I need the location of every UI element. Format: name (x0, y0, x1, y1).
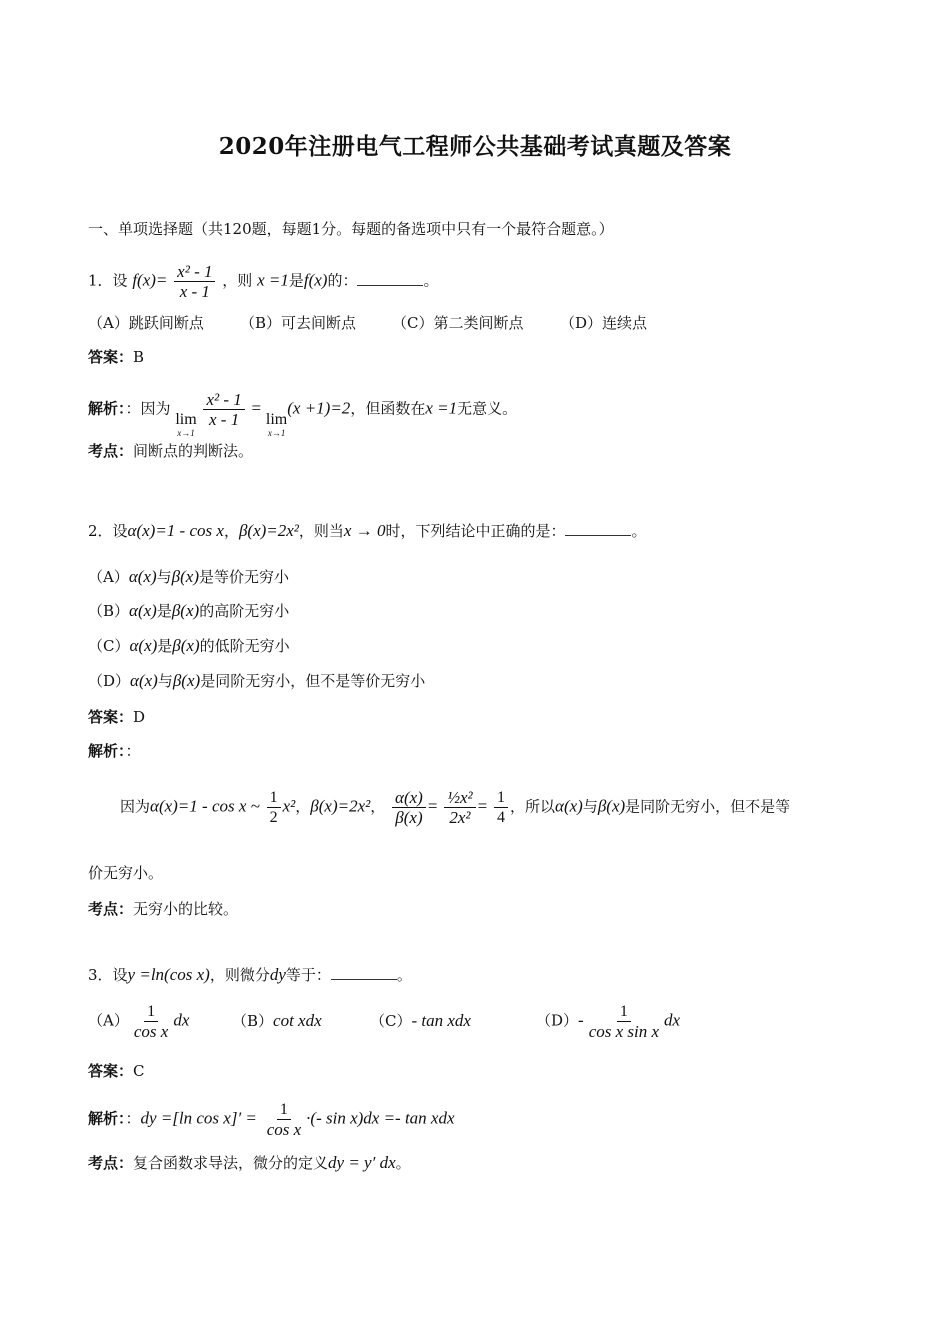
q1-limit (175, 412, 196, 438)
q2-a1: 因为 (120, 797, 151, 816)
q3-stem (88, 964, 412, 986)
q3-keypoint (88, 1152, 411, 1174)
q1-is: 是 (288, 271, 304, 290)
q2-a11: 与 (582, 797, 598, 816)
q2-quarter (494, 788, 508, 827)
q2-stem (88, 520, 647, 542)
q2-a13: 是同阶无穷小，但不是等 (625, 797, 791, 816)
q2-option-b-alpha: α(x) (129, 601, 157, 620)
answer-label: 答案： (88, 708, 134, 726)
q3-answer (88, 1060, 145, 1082)
q2-analysis-label-line (88, 740, 141, 762)
q2-option-a-tail: 是等价无穷小 (199, 568, 290, 586)
q2-option-b-link: 是 (156, 602, 172, 620)
q2-a5: β(x)=2x² (310, 796, 371, 816)
q2-condition: x → 0 (343, 521, 386, 540)
q2-option-d (88, 670, 425, 692)
q1-answer (88, 346, 144, 368)
q1-xeq: x =1 (257, 270, 289, 290)
answer-label: 答案： (88, 1062, 134, 1080)
q3-keypoint-text: 复合函数求导法，微分的定义 (133, 1154, 329, 1172)
q1-answer-blank (357, 271, 423, 286)
q2-a9: ，所以 (510, 797, 556, 816)
q3-option-d-sign: - (578, 1010, 584, 1030)
q3-a2: ·(- sin x)dx =- tan xdx (306, 1108, 455, 1128)
q1-function-ref: f(x) (303, 270, 328, 290)
q2-analysis-body (120, 788, 790, 827)
q2-option-d-lead: （D） (88, 672, 131, 690)
q2-ratio-expanded-num: ½x² (444, 788, 475, 808)
q2-end: 时，下列结论中正确的是： (385, 522, 566, 540)
q2-option-c-tail: 的低阶无穷小 (199, 637, 290, 655)
q3-answer-value: C (133, 1062, 145, 1080)
q3-end: 等于： (285, 966, 331, 984)
q3-analysis-num: 1 (277, 1100, 291, 1120)
q1-option-a: （A）跳跃间断点 (88, 314, 204, 332)
q2-ratio (392, 788, 426, 827)
q2-analysis-lead: ： (125, 742, 141, 760)
q2-option-b-lead: （B） (88, 602, 130, 620)
q3-keypoint-eq: dy = y′ dx (328, 1153, 396, 1172)
q2-answer-blank (565, 521, 631, 536)
q2-quarter-den: 4 (497, 809, 505, 826)
q1-keypoint (88, 440, 253, 462)
q3-prefix: 3．设 (88, 966, 128, 984)
q2-mid: ，则当 (298, 522, 344, 540)
q3-keypoint-end: 。 (395, 1154, 411, 1172)
q1-analysis-lead: ：因为 (125, 399, 171, 418)
q3-option-c (370, 1010, 536, 1032)
q2-option-a-beta: β(x) (171, 567, 199, 586)
q1-analysis-x: x =1 (425, 398, 458, 418)
q2-ratio-den: β(x) (395, 808, 423, 827)
q3-option-c-expr: - tan xdx (411, 1010, 471, 1030)
q3-option-a-num: 1 (144, 1002, 158, 1022)
q1-period: 。 (423, 271, 439, 290)
q1-answer-value: B (133, 348, 145, 366)
q3-option-b-lead: （B） (232, 1011, 274, 1030)
q2-prefix: 2．设 (88, 522, 128, 540)
q3-mid: ，则微分 (209, 966, 270, 984)
q1-analysis-denominator: x - 1 (208, 410, 240, 429)
q3-equation: y =ln(cos x) (127, 965, 210, 984)
q3-option-a (88, 1002, 232, 1041)
keypoint-label: 考点： (88, 442, 134, 460)
q2-quarter-num: 1 (494, 788, 508, 808)
q1-analysis-numerator: x² - 1 (203, 390, 244, 410)
q1-lim-sub-2: x→1 (267, 427, 286, 438)
analysis-label: 解析： (88, 399, 126, 418)
q2-option-c-beta: β(x) (172, 636, 200, 655)
keypoint-label: 考点： (88, 1154, 134, 1172)
q1-mid: ，则 (222, 271, 253, 290)
q1-analysis (88, 390, 517, 438)
q1-limit-2 (266, 412, 287, 438)
q2-a8: = (477, 796, 488, 816)
q1-function: f(x)= (132, 270, 168, 290)
q1-denominator: x - 1 (179, 282, 210, 301)
q2-option-c-alpha: α(x) (129, 636, 158, 655)
q3-option-b-expr: cot xdx (273, 1010, 322, 1030)
q1-analysis-end: 无意义。 (457, 399, 518, 418)
q1-stem (88, 262, 438, 301)
q3-option-d-num: 1 (617, 1002, 631, 1022)
q2-ratio-expanded-den: 2x² (449, 808, 471, 827)
q1-analysis-rest: (x +1)=2 (287, 398, 351, 418)
q2-option-b (88, 600, 289, 622)
analysis-label: 解析： (88, 1109, 126, 1128)
q1-options (88, 312, 647, 334)
q3-option-d (536, 1002, 680, 1041)
q2-a2: α(x)=1 - cos x ~ (150, 796, 260, 816)
q1-end: 的： (327, 271, 358, 290)
q2-option-a-link: 与 (156, 568, 172, 586)
q2-option-d-alpha: α(x) (130, 671, 158, 690)
q1-option-c: （C）第二类间断点 (392, 314, 524, 332)
q2-option-b-beta: β(x) (171, 601, 200, 620)
q3-dy: dy (269, 965, 286, 984)
q3-a1: dy =[ln cos x]′ = (140, 1108, 257, 1128)
q1-analysis-tail: ，但函数在 (350, 399, 426, 418)
q1-analysis-fraction (203, 390, 244, 429)
q3-analysis-lead: ： (125, 1109, 141, 1128)
q1-fraction (174, 262, 215, 301)
q2-option-b-tail: 的高阶无穷小 (199, 602, 290, 620)
q2-half-den: 2 (269, 809, 278, 826)
q2-comma: ， (223, 522, 239, 540)
q2-option-d-tail: 是同阶无穷小，但不是等价无穷小 (200, 672, 426, 690)
q3-answer-blank (331, 965, 397, 980)
q2-ratio-num: α(x) (392, 788, 426, 808)
q3-option-d-den: cos x sin x (588, 1022, 660, 1041)
q3-option-d-tail: dx (664, 1010, 681, 1030)
q1-prefix: 1．设 (88, 271, 128, 290)
q2-half (267, 788, 281, 827)
q3-analysis-den: cos x (266, 1120, 302, 1139)
answer-label: 答案： (88, 348, 134, 366)
q3-analysis-fraction (264, 1100, 304, 1139)
section-heading: 一、单项选择题（共120题，每题1分。每题的备选项中只有一个最符合题意。） (88, 220, 614, 238)
q3-option-c-lead: （C） (370, 1011, 412, 1030)
keypoint-label: 考点： (88, 900, 134, 918)
q3-option-b (232, 1010, 370, 1032)
q2-a4: ， (295, 797, 311, 816)
q2-ratio-expanded (444, 788, 475, 827)
q1-option-d: （D）连续点 (560, 314, 648, 332)
q2-a7: = (427, 796, 438, 816)
q2-a6: ， (370, 797, 386, 816)
q2-beta: β(x)=2x² (238, 521, 299, 540)
q2-option-c-link: 是 (157, 637, 173, 655)
q1-keypoint-text: 间断点的判断法。 (133, 442, 254, 460)
q2-answer (88, 706, 145, 728)
q3-analysis (88, 1100, 455, 1139)
q3-period: 。 (396, 966, 412, 984)
page-title: 2020年注册电气工程师公共基础考试真题及答案 (218, 133, 732, 160)
q1-option-b: （B）可去间断点 (240, 314, 357, 332)
q3-option-a-lead: （A） (88, 1011, 129, 1030)
q2-option-a-lead: （A） (88, 568, 129, 586)
analysis-label: 解析： (88, 742, 126, 760)
q2-option-a (88, 566, 289, 588)
q2-alpha: α(x)=1 - cos x (127, 521, 224, 540)
q2-option-a-alpha: α(x) (128, 567, 157, 586)
q2-answer-value: D (133, 708, 146, 726)
q3-option-a-fraction (131, 1002, 171, 1041)
q1-lim-text-2: lim (265, 410, 288, 428)
q2-option-d-beta: β(x) (172, 671, 201, 690)
q2-a10: α(x) (555, 796, 583, 816)
q2-a12: β(x) (597, 796, 626, 816)
q2-option-c-lead: （C） (88, 637, 130, 655)
q3-option-d-fraction (586, 1002, 662, 1041)
q3-options (88, 1002, 680, 1041)
q3-option-a-den: cos x (133, 1022, 169, 1041)
q3-option-a-tail: dx (173, 1010, 190, 1030)
q2-keypoint (88, 898, 238, 920)
q1-lim-text: lim (175, 410, 197, 428)
q1-analysis-eq: = (251, 398, 262, 418)
q1-numerator: x² - 1 (174, 262, 215, 282)
q2-keypoint-text: 无穷小的比较。 (133, 900, 239, 918)
q2-half-num: 1 (267, 788, 281, 808)
q2-analysis-continued: 价无穷小。 (88, 864, 164, 882)
q2-option-c (88, 635, 290, 657)
q2-a3: x² (282, 796, 296, 816)
q2-option-d-link: 与 (157, 672, 173, 690)
q2-period: 。 (631, 522, 647, 540)
q3-option-d-lead: （D） (536, 1011, 579, 1030)
q1-lim-sub: x→1 (177, 427, 195, 438)
